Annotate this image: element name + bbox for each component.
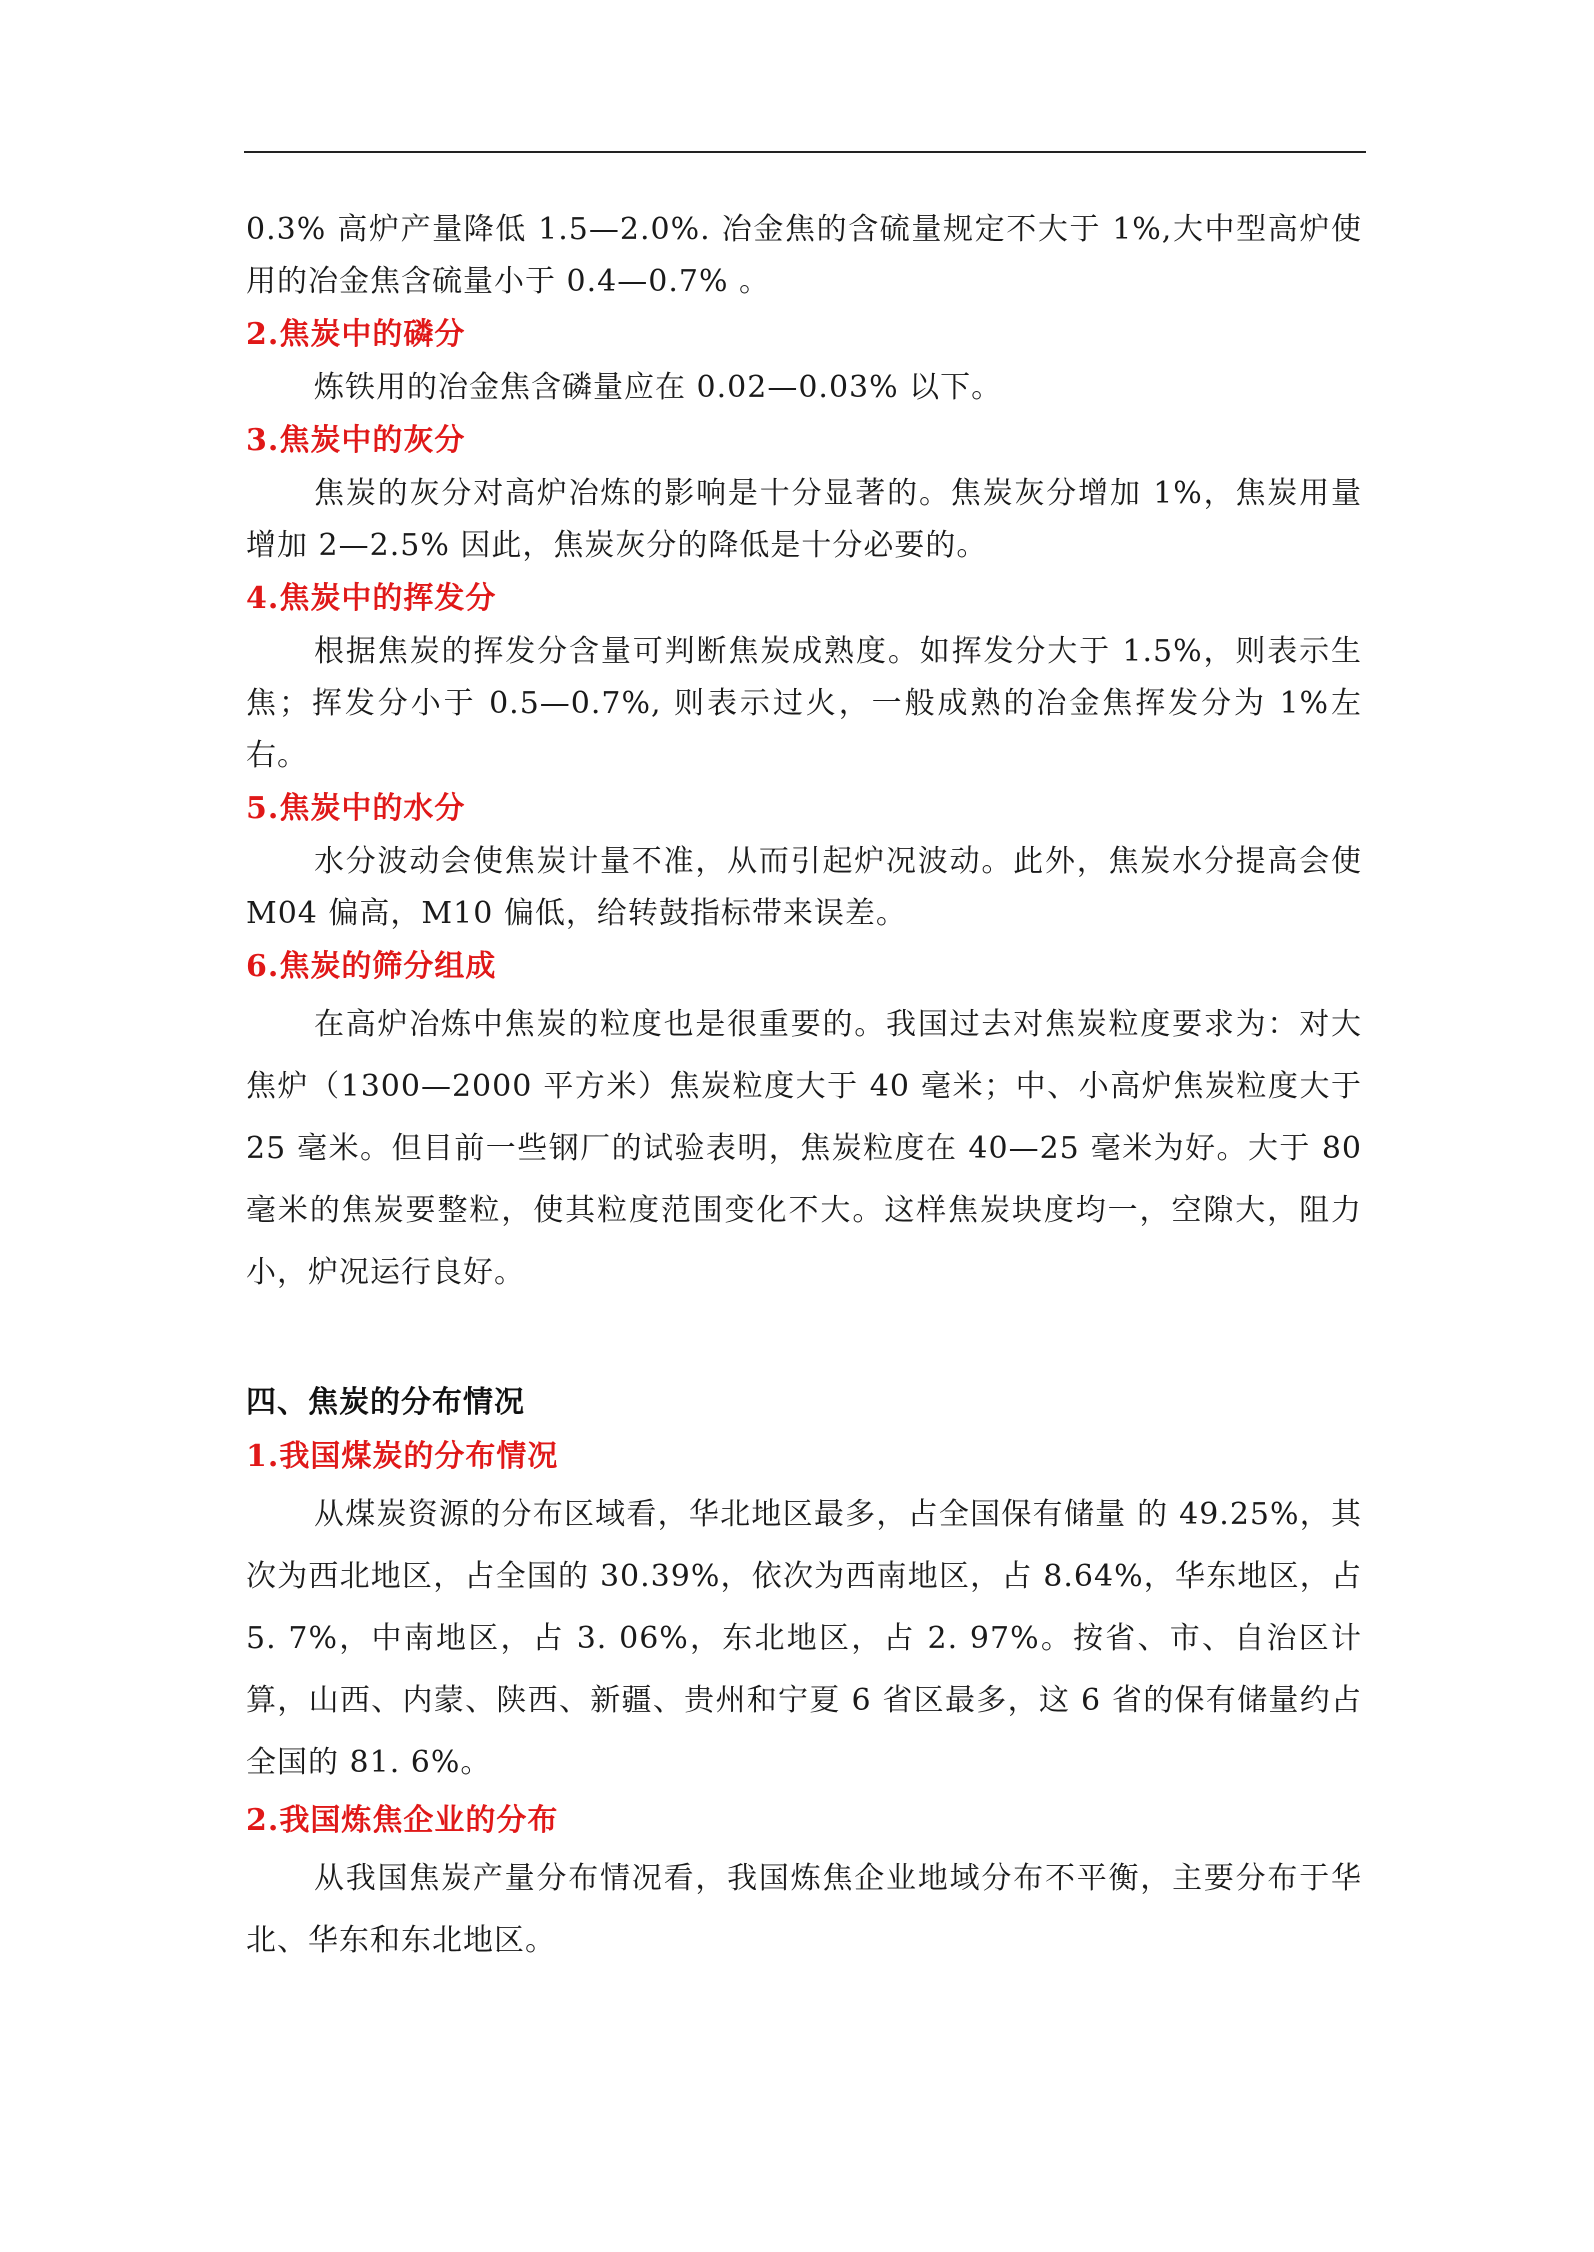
paragraph-phosphorus: 炼铁用的冶金焦含磷量应在 0.02—0.03% 以下。 [314,370,1003,405]
paragraph-volatile: 根据焦炭的挥发分含量可判断焦炭成熟度。如挥发分大于 1.5%，则表示生焦；挥发分小于 0.5—0.7%, 则表示过火，一般成熟的冶金焦挥发分为 1%左右。 [246,634,1362,773]
document-body [246,204,1362,1972]
heading-phosphorus: 2.焦炭中的磷分 [246,317,466,352]
heading-sieve: 6.焦炭的筛分组成 [246,949,497,984]
section-spacer [246,1304,1362,1376]
paragraph-coking-enterprises: 从我国焦炭产量分布情况看，我国炼焦企业地域分布不平衡，主要分布于华北、华东和东北地区。 [246,1861,1362,1958]
header-rule [244,151,1366,153]
paragraph-sulfur-continued: 0.3% 高炉产量降低 1.5—2.0%. 冶金焦的含硫量规定不大于 1%,大中型高炉使用的冶金焦含硫量小于 0.4—0.7% 。 [246,212,1362,299]
paragraph-coal-distribution: 从煤炭资源的分布区域看，华北地区最多，占全国保有储量 的 49.25%，其次为西北地区，占全国的 30.39%，依次为西南地区，占 8.64%，华东地区，占 5. 7%，中南地区，占 3. 06%，东北地区，占 2. 97%。按省、市、自治区计算，山西、内蒙、陕西、新疆、贵州和宁夏 6 省区最多，这 6 省的保有储量约占全国的 81. 6%。 [246,1497,1362,1780]
section-heading-distribution: 四、焦炭的分布情况 [246,1385,525,1420]
heading-volatile: 4.焦炭中的挥发分 [246,581,497,616]
paragraph-ash: 焦炭的灰分对高炉冶炼的影响是十分显著的。焦炭灰分增加 1%，焦炭用量增加 2—2.5% 因此，焦炭灰分的降低是十分必要的。 [246,476,1362,563]
heading-coking-enterprises: 2.我国炼焦企业的分布 [246,1803,559,1838]
heading-ash: 3.焦炭中的灰分 [246,423,466,458]
paragraph-sieve: 在高炉冶炼中焦炭的粒度也是很重要的。我国过去对焦炭粒度要求为：对大焦炉（1300—2000 平方米）焦炭粒度大于 40 毫米；中、小高炉焦炭粒度大于 25 毫米。但目前一些钢厂的试验表明，焦炭粒度在 40—25 毫米为好。大于 80 毫米的焦炭要整粒，使其粒度范围变化不大。这样焦炭块度均一，空隙大，阻力小，炉况运行良好。 [246,1007,1362,1290]
heading-coal-distribution: 1.我国煤炭的分布情况 [246,1439,559,1474]
paragraph-moisture: 水分波动会使焦炭计量不准，从而引起炉况波动。此外，焦炭水分提高会使 M04 偏高，M10 偏低，给转鼓指标带来误差。 [246,844,1362,931]
heading-moisture: 5.焦炭中的水分 [246,791,466,826]
